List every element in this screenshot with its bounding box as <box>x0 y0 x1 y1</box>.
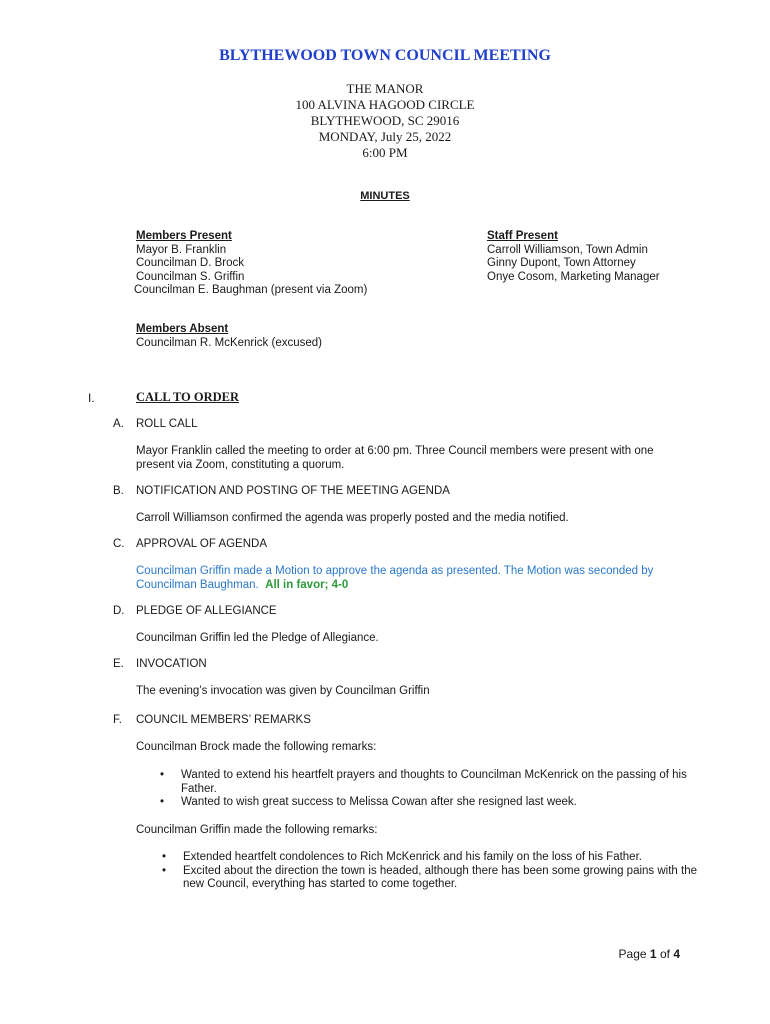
item-letter: C. <box>113 538 125 550</box>
staff-name: Ginny Dupont, Town Attorney <box>487 257 636 270</box>
members-present-heading: Members Present <box>136 230 232 242</box>
venue: THE MANOR <box>346 81 424 96</box>
item-letter: A. <box>113 418 124 430</box>
brock-remarks-list <box>136 769 696 810</box>
item-letter: B. <box>113 485 124 497</box>
item-text: Carroll Williamson confirmed the agenda was properly posted and the media notified. <box>136 512 569 524</box>
minutes-label: MINUTES <box>360 190 410 202</box>
item-letter: D. <box>113 605 125 617</box>
staff-present-heading: Staff Present <box>487 230 558 242</box>
vote-result: All in favor; 4-0 <box>265 578 349 591</box>
item-text: The evening’s invocation was given by Councilman Griffin <box>136 685 430 697</box>
bullet-icon: • <box>162 851 167 863</box>
list-item: • Wanted to extend his heartfelt prayers and thoughts to Councilman McKenrick on the passing of his Father. <box>160 769 687 795</box>
members-present-block <box>136 230 367 298</box>
list-item: • Extended heartfelt condolences to Rich McKenrick and his family on the loss of his Father. <box>162 851 642 863</box>
meeting-date: MONDAY, July 25, 2022 <box>318 129 452 144</box>
bullet-icon: • <box>160 769 165 781</box>
total-pages: 4 <box>673 947 680 961</box>
bullet-icon: • <box>160 796 165 809</box>
list-item: • Excited about the direction the town is headed, although there has been some growing pains with the new Council, everything has started to come together. <box>162 864 698 891</box>
item-title: INVOCATION <box>136 658 207 670</box>
address-line-1: 100 ALVINA HAGOOD CIRCLE <box>295 97 475 112</box>
staff-name: Onye Cosom, Marketing Manager <box>487 270 660 283</box>
staff-name: Carroll Williamson, Town Admin <box>487 243 648 256</box>
staff-present-block <box>487 230 660 284</box>
motion-paragraph <box>136 565 666 592</box>
section-number: I. <box>88 391 95 405</box>
meeting-time: 6:00 PM <box>362 145 408 160</box>
members-absent-block <box>136 323 322 350</box>
item-letter: E. <box>113 658 124 670</box>
member-name: Councilman D. Brock <box>136 257 245 270</box>
griffin-remarks-list <box>138 851 698 892</box>
brock-intro: Councilman Brock made the following remarks: <box>136 741 377 753</box>
section-title: CALL TO ORDER <box>136 390 240 404</box>
address-line-2: BLYTHEWOOD, SC 29016 <box>310 113 460 128</box>
document-title: BLYTHEWOOD TOWN COUNCIL MEETING <box>219 47 551 64</box>
item-text: Councilman Griffin led the Pledge of Allegiance. <box>136 632 379 644</box>
bullet-icon: • <box>162 864 167 877</box>
item-letter: F. <box>113 714 122 726</box>
item-title: ROLL CALL <box>136 418 198 430</box>
member-name: Councilman E. Baughman (present via Zoom) <box>134 284 368 297</box>
members-absent-heading: Members Absent <box>136 323 229 335</box>
item-title: NOTIFICATION AND POSTING OF THE MEETING AGENDA <box>136 485 450 497</box>
current-page: 1 <box>649 947 657 961</box>
list-item: • Wanted to wish great success to Melissa Cowan after she resigned last week. <box>160 796 577 809</box>
motion-text: Councilman Griffin made a Motion to approve the agenda as presented. The Motion was seconded by Councilman Baughman. <box>136 565 654 591</box>
absent-member-name: Councilman R. McKenrick (excused) <box>136 336 322 349</box>
item-title: COUNCIL MEMBERS’ REMARKS <box>136 714 311 726</box>
item-title: APPROVAL OF AGENDA <box>136 538 268 550</box>
member-name: Councilman S. Griffin <box>136 270 245 283</box>
member-name: Mayor B. Franklin <box>136 243 227 256</box>
page-number: Page 1 of 4 <box>618 947 680 961</box>
griffin-intro: Councilman Griffin made the following remarks: <box>136 824 378 836</box>
item-title: PLEDGE OF ALLEGIANCE <box>136 605 277 617</box>
item-text: Mayor Franklin called the meeting to order at 6:00 pm. Three Council members were present with one present via Zoom, constituting a quorum. <box>136 445 654 471</box>
